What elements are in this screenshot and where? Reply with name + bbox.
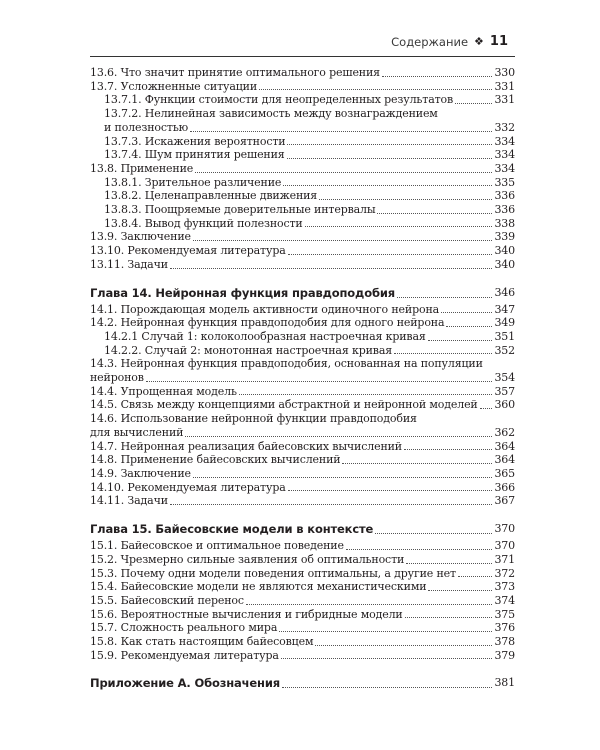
- toc-page-number: 335: [494, 175, 515, 189]
- toc-page-number: 338: [494, 216, 515, 230]
- toc-entry[interactable]: [90, 412, 515, 439]
- dot-leader: [282, 687, 492, 688]
- dot-leader: [287, 158, 493, 159]
- toc-page-number: 372: [494, 566, 515, 580]
- toc-page-number: 354: [494, 371, 515, 385]
- toc-entry-title: 13.7.1. Функции стоимости для неопределенных результатов: [104, 93, 454, 107]
- toc-entry-title: 13.8.3. Поощряемые доверительные интервалы: [104, 203, 376, 217]
- toc-entry-title: 15.8. Как стать настоящим байесовцем: [90, 635, 314, 649]
- toc-entry[interactable]: [90, 553, 515, 567]
- dot-leader: [428, 590, 492, 591]
- toc-entry[interactable]: [90, 649, 515, 663]
- ornament-icon: ❖: [474, 35, 484, 48]
- header-rule: [90, 56, 515, 57]
- toc-entry[interactable]: [90, 330, 515, 344]
- dot-leader: [193, 477, 493, 478]
- dot-leader: [428, 340, 493, 341]
- dot-leader: [480, 408, 493, 409]
- toc-entry[interactable]: [90, 66, 515, 80]
- toc-page-number: 334: [494, 161, 515, 175]
- dot-leader: [377, 213, 492, 214]
- toc-page-number: 365: [494, 466, 515, 480]
- toc-entry-title: 15.5. Байесовский перенос: [90, 593, 244, 607]
- running-header: [391, 34, 508, 49]
- toc-entry-title: Глава 15. Байесовские модели в контексте: [90, 522, 374, 537]
- toc-page-number: 362: [494, 425, 515, 439]
- toc-page-number: 370: [494, 539, 515, 553]
- toc-entry-title: нейронов: [90, 371, 144, 385]
- toc-page-number: 375: [494, 607, 515, 621]
- toc-page-number: 366: [494, 480, 515, 494]
- dot-leader: [195, 172, 492, 173]
- toc-entry-title: и полезностью: [104, 120, 189, 134]
- toc-page-number: 378: [494, 635, 515, 649]
- toc-entry-title: 15.1. Байесовское и оптимальное поведение: [90, 539, 344, 553]
- toc-entry[interactable]: [90, 344, 515, 358]
- toc-entry-title: 13.8.2. Целенаправленные движения: [104, 189, 318, 203]
- dot-leader: [405, 617, 493, 618]
- toc-entry-title: 13.7.4. Шум принятия решения: [104, 148, 285, 162]
- toc-page-number: 352: [494, 343, 515, 357]
- toc-entry-title: 14.2. Нейронная функция правдоподобия для одного нейрона: [90, 316, 445, 330]
- toc-entry-title: Глава 14. Нейронная функция правдоподобия: [90, 285, 395, 300]
- toc-page-number: 334: [494, 134, 515, 148]
- toc-entry-title: для вычислений: [90, 425, 184, 439]
- dot-leader: [281, 658, 493, 659]
- dot-leader: [315, 645, 492, 646]
- toc-page-number: 349: [494, 316, 515, 330]
- dot-leader: [342, 463, 492, 464]
- toc-entry[interactable]: [90, 453, 515, 467]
- toc-entry-title: 15.2. Чрезмерно сильные заявления об оптимальности: [90, 552, 405, 566]
- dot-leader: [455, 103, 492, 104]
- toc-entry-title: 14.4. Упрощенная модель: [90, 384, 237, 398]
- toc-entry-title-line1: 14.6. Использование нейронной функции правдоподобия: [90, 412, 417, 426]
- toc-entry[interactable]: [90, 467, 515, 481]
- toc-entry-title: Приложение А. Обозначения: [90, 676, 280, 691]
- toc-page-number: 336: [494, 189, 515, 203]
- dot-leader: [319, 199, 492, 200]
- toc-entry-title: 15.6. Вероятностные вычисления и гибридные модели: [90, 607, 403, 621]
- toc-entry-title: 14.1. Порождающая модель активности одиночного нейрона: [90, 302, 440, 316]
- toc-entry-title: 13.8.4. Вывод функций полезности: [104, 216, 303, 230]
- toc-page-number: 346: [494, 285, 515, 299]
- toc-entry-title-line1: 13.7.2. Нелинейная зависимость между вознаграждением: [104, 107, 438, 121]
- toc-page-number: 340: [494, 244, 515, 258]
- page-number: 11: [489, 34, 508, 49]
- toc-entry-title: 13.11. Задачи: [90, 257, 168, 271]
- toc-entry-title: 14.10. Рекомендуемая литература: [90, 480, 286, 494]
- toc-entry[interactable]: [90, 608, 515, 622]
- toc-entry[interactable]: [90, 162, 515, 176]
- toc-page-number: 357: [494, 384, 515, 398]
- toc-page-number: 370: [494, 522, 515, 536]
- dot-leader: [146, 381, 493, 382]
- dot-leader: [283, 185, 492, 186]
- toc-page-number: 351: [494, 329, 515, 343]
- toc-entry[interactable]: [90, 635, 515, 649]
- toc-page-number: 374: [494, 593, 515, 607]
- toc-page-number: 340: [494, 257, 515, 271]
- dot-leader: [193, 240, 493, 241]
- dot-leader: [446, 326, 492, 327]
- toc-entry[interactable]: [90, 398, 515, 412]
- dot-leader: [259, 89, 492, 90]
- toc-entry-title: 13.8. Применение: [90, 161, 194, 175]
- dot-leader: [246, 604, 493, 605]
- toc-entry-title: 14.2.1 Случай 1: колоколообразная настроечная кривая: [104, 329, 426, 343]
- dot-leader: [170, 268, 493, 269]
- toc-page-number: 379: [494, 648, 515, 662]
- toc-entry[interactable]: [90, 440, 515, 454]
- toc-entry-title: 15.3. Почему одни модели поведения оптимальны, а другие нет: [90, 566, 456, 580]
- toc-entry[interactable]: [90, 217, 515, 231]
- toc-entry[interactable]: [90, 481, 515, 495]
- toc-entry-title: 14.8. Применение байесовских вычислений: [90, 453, 341, 467]
- toc-entry[interactable]: [90, 594, 515, 608]
- toc-page-number: 367: [494, 494, 515, 508]
- toc-page-number: 376: [494, 621, 515, 635]
- toc-page-number: 364: [494, 439, 515, 453]
- toc-entry-title: 14.9. Заключение: [90, 466, 191, 480]
- toc-entry[interactable]: [90, 80, 515, 94]
- toc-entry[interactable]: [90, 148, 515, 162]
- toc-chapter[interactable]: [90, 285, 515, 301]
- dot-leader: [375, 533, 492, 534]
- toc-chapter[interactable]: [90, 521, 515, 537]
- dot-leader: [288, 490, 493, 491]
- toc-entry-title: 13.10. Рекомендуемая литература: [90, 244, 286, 258]
- section-title: Содержание: [391, 34, 469, 49]
- dot-leader: [190, 131, 492, 132]
- toc-page-number: 381: [494, 676, 515, 690]
- toc-entry[interactable]: [90, 203, 515, 217]
- toc-entry[interactable]: [90, 244, 515, 258]
- toc-page-number: 364: [494, 453, 515, 467]
- dot-leader: [287, 144, 492, 145]
- toc-entry[interactable]: [90, 176, 515, 190]
- toc-page-number: 334: [494, 148, 515, 162]
- toc-entry[interactable]: [90, 580, 515, 594]
- toc-page-number: 336: [494, 203, 515, 217]
- dot-leader: [382, 76, 492, 77]
- toc-entry-title: 13.6. Что значит принятие оптимального решения: [90, 66, 380, 79]
- dot-leader: [406, 563, 492, 564]
- toc-entry-title: 14.7. Нейронная реализация байесовских вычислений: [90, 439, 402, 453]
- toc-entry-title: 13.7. Усложненные ситуации: [90, 79, 258, 93]
- toc-entry-title-line1: 14.3. Нейронная функция правдоподобия, основанная на популяции: [90, 357, 483, 371]
- dot-leader: [394, 353, 492, 354]
- table-of-contents: [90, 66, 515, 693]
- dot-leader: [458, 576, 493, 577]
- toc-entry-title: 14.2.2. Случай 2: монотонная настроечная кривая: [104, 343, 393, 357]
- dot-leader: [397, 297, 492, 298]
- toc-page-number: 331: [494, 93, 515, 107]
- dot-leader: [441, 312, 492, 313]
- toc-entry[interactable]: [90, 93, 515, 107]
- dot-leader: [305, 226, 493, 227]
- toc-entry[interactable]: [90, 135, 515, 149]
- toc-entry-title: 13.7.3. Искажения вероятности: [104, 134, 286, 148]
- toc-entry[interactable]: [90, 567, 515, 581]
- toc-entry-title: 15.4. Байесовские модели не являются механистическими: [90, 580, 427, 594]
- toc-entry-title: 15.7. Сложность реального мира: [90, 621, 278, 635]
- toc-entry[interactable]: [90, 316, 515, 330]
- toc-page-number: 339: [494, 230, 515, 244]
- dot-leader: [185, 436, 492, 437]
- dot-leader: [239, 394, 493, 395]
- toc-page-number: 331: [494, 79, 515, 93]
- dot-leader: [279, 631, 492, 632]
- toc-entry[interactable]: [90, 230, 515, 244]
- dot-leader: [346, 549, 493, 550]
- toc-entry[interactable]: [90, 621, 515, 635]
- dot-leader: [404, 449, 492, 450]
- toc-entry-title: 13.9. Заключение: [90, 230, 191, 244]
- toc-page-number: 360: [494, 398, 515, 412]
- toc-entry[interactable]: [90, 494, 515, 508]
- dot-leader: [170, 504, 493, 505]
- toc-entry[interactable]: [90, 357, 515, 384]
- toc-entry[interactable]: [90, 539, 515, 553]
- toc-page-number: 330: [494, 66, 515, 79]
- toc-page-number: 373: [494, 580, 515, 594]
- toc-page-number: 347: [494, 302, 515, 316]
- toc-page-number: 332: [494, 120, 515, 134]
- toc-entry-title: 14.11. Задачи: [90, 494, 168, 508]
- toc-entry[interactable]: [90, 303, 515, 317]
- toc-page-number: 371: [494, 552, 515, 566]
- toc-entry-title: 13.8.1. Зрительное различение: [104, 175, 282, 189]
- dot-leader: [288, 254, 493, 255]
- toc-entry[interactable]: [90, 258, 515, 272]
- toc-entry-title: 15.9. Рекомендуемая литература: [90, 648, 279, 662]
- toc-entry[interactable]: [90, 385, 515, 399]
- toc-entry[interactable]: [90, 107, 515, 134]
- toc-chapter[interactable]: [90, 675, 515, 691]
- toc-entry-title: 14.5. Связь между концепциями абстрактной и нейронной моделей: [90, 398, 478, 412]
- toc-entry[interactable]: [90, 189, 515, 203]
